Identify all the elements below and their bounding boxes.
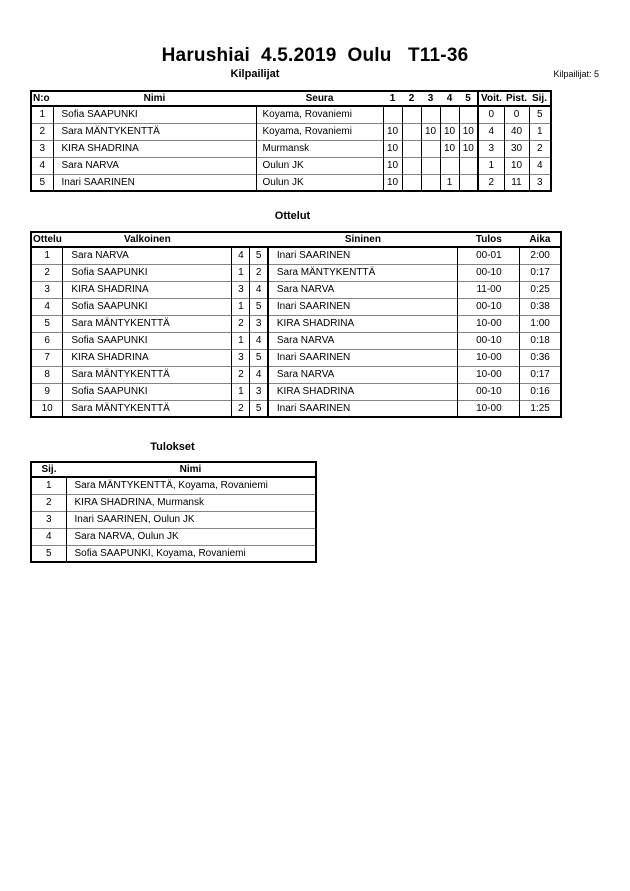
cell-white-no: 1 (232, 332, 250, 349)
cell-tulos: 10-00 (458, 315, 520, 332)
cell-m5 (459, 106, 478, 123)
cell-no: 2 (31, 123, 53, 140)
cell-m5: 10 (459, 140, 478, 157)
cell-nimi: Sara NARVA (53, 157, 256, 174)
cell-blue-no: 5 (250, 247, 268, 264)
cell-nimi: Sara MÄNTYKENTTÄ (53, 123, 256, 140)
cell-pist: 40 (504, 123, 529, 140)
cell-voit: 4 (478, 123, 504, 140)
cell-m4: 1 (440, 174, 459, 191)
cell-seura: Koyama, Rovaniemi (256, 123, 383, 140)
cell-m4 (440, 106, 459, 123)
cell-seura: Murmansk (256, 140, 383, 157)
cell-aika: 0:16 (520, 383, 561, 400)
header-ottelu: Ottelu (33, 234, 62, 245)
table-row (31, 366, 561, 383)
cell-tulos: 10-00 (458, 349, 520, 366)
cell-valkoinen: Sara NARVA (63, 247, 232, 264)
cell-voit: 0 (478, 106, 504, 123)
table-row (31, 332, 561, 349)
cell-m3 (421, 140, 440, 157)
cell-sininen: Inari SAARINEN (268, 400, 458, 417)
cell-aika: 0:17 (520, 264, 561, 281)
cell-nimi: Sara NARVA, Oulun JK (66, 528, 316, 545)
header-match-2: 2 (402, 91, 421, 106)
cell-valkoinen: Sofia SAAPUNKI (63, 264, 232, 281)
cell-sij: 2 (529, 140, 551, 157)
cell-m4: 10 (440, 140, 459, 157)
header-match-5: 5 (459, 91, 478, 106)
header-no: N:o (31, 91, 53, 106)
header-tulos: Tulos (458, 232, 520, 247)
cell-match-no: 6 (31, 332, 63, 349)
cell-white-no: 4 (232, 247, 250, 264)
cell-blue-no: 4 (250, 366, 268, 383)
cell-aika: 0:18 (520, 332, 561, 349)
table-row (31, 140, 551, 157)
cell-m2 (402, 174, 421, 191)
ottelut-header-row (31, 232, 561, 247)
cell-aika: 0:38 (520, 298, 561, 315)
cell-sij: 3 (31, 511, 66, 528)
table-row (31, 174, 551, 191)
cell-sininen: Sara NARVA (268, 366, 458, 383)
cell-blue-no: 3 (250, 383, 268, 400)
cell-seura: Oulun JK (256, 174, 383, 191)
tulokset-header-row (31, 462, 316, 477)
table-row (31, 157, 551, 174)
header-match-3: 3 (421, 91, 440, 106)
table-row (31, 528, 316, 545)
table-row (31, 264, 561, 281)
cell-nimi: KIRA SHADRINA (53, 140, 256, 157)
ottelut-section-title: Ottelut (274, 210, 311, 222)
cell-blue-no: 5 (250, 349, 268, 366)
header-pist: Pist. (505, 93, 528, 104)
table-row (31, 281, 561, 298)
cell-voit: 1 (478, 157, 504, 174)
cell-match-no: 7 (31, 349, 63, 366)
header-blue-number (250, 232, 268, 247)
table-row (31, 383, 561, 400)
cell-pist: 30 (504, 140, 529, 157)
kilpailijat-header-row (31, 91, 551, 106)
header-seura: Seura (256, 91, 383, 106)
cell-sij: 1 (529, 123, 551, 140)
cell-valkoinen: Sara MÄNTYKENTTÄ (63, 315, 232, 332)
cell-sininen: KIRA SHADRINA (268, 383, 458, 400)
cell-valkoinen: Sara MÄNTYKENTTÄ (63, 400, 232, 417)
cell-match-no: 9 (31, 383, 63, 400)
cell-tulos: 10-00 (458, 366, 520, 383)
cell-m1: 10 (383, 140, 402, 157)
cell-pist: 10 (504, 157, 529, 174)
header-match-4: 4 (440, 91, 459, 106)
cell-white-no: 3 (232, 349, 250, 366)
cell-sininen: Sara MÄNTYKENTTÄ (268, 264, 458, 281)
cell-tulos: 00-01 (458, 247, 520, 264)
cell-nimi: Inari SAARINEN, Oulun JK (66, 511, 316, 528)
cell-pist: 11 (504, 174, 529, 191)
table-row (31, 349, 561, 366)
cell-aika: 1:00 (520, 315, 561, 332)
header-aika: Aika (520, 232, 561, 247)
cell-valkoinen: Sofia SAAPUNKI (63, 383, 232, 400)
header-sij: Sij. (529, 91, 551, 106)
cell-sij: 4 (529, 157, 551, 174)
cell-tulos: 00-10 (458, 332, 520, 349)
cell-blue-no: 3 (250, 315, 268, 332)
cell-match-no: 8 (31, 366, 63, 383)
cell-tulos: 10-00 (458, 400, 520, 417)
cell-white-no: 1 (232, 383, 250, 400)
header-nimi: Nimi (53, 91, 256, 106)
cell-sininen: KIRA SHADRINA (268, 315, 458, 332)
cell-valkoinen: Sofia SAAPUNKI (63, 332, 232, 349)
cell-match-no: 1 (44, 250, 50, 262)
cell-sininen: Sara NARVA (268, 281, 458, 298)
cell-nimi: Sofia SAAPUNKI, Koyama, Rovaniemi (66, 545, 316, 562)
cell-nimi: KIRA SHADRINA, Murmansk (66, 494, 316, 511)
kilpailijat-section-title: Kilpailijat (230, 68, 280, 80)
table-row (31, 123, 551, 140)
cell-nimi: Sofia SAAPUNKI (53, 106, 256, 123)
cell-sij: 1 (45, 480, 52, 492)
cell-sininen: Inari SAARINEN (268, 298, 458, 315)
header-sininen: Sininen (268, 232, 458, 247)
cell-aika: 0:25 (520, 281, 561, 298)
cell-blue-no: 5 (250, 400, 268, 417)
cell-m3 (421, 174, 440, 191)
cell-white-no: 1 (232, 298, 250, 315)
cell-voit: 2 (478, 174, 504, 191)
cell-m2 (402, 106, 421, 123)
cell-m5 (459, 157, 478, 174)
tulokset-section-title: Tulokset (150, 441, 195, 453)
cell-m3 (421, 106, 440, 123)
cell-m5 (459, 174, 478, 191)
tulokset-table (30, 461, 317, 563)
table-row (31, 106, 551, 123)
cell-nimi: Sara MÄNTYKENTTÄ, Koyama, Rovaniemi (66, 477, 316, 494)
cell-no: 1 (39, 109, 46, 121)
header-white-number (232, 232, 250, 247)
cell-pist: 0 (504, 106, 529, 123)
cell-m1: 10 (383, 157, 402, 174)
header-match-1: 1 (383, 91, 402, 106)
cell-sij: 2 (31, 494, 66, 511)
header-voit: Voit. (478, 91, 504, 106)
cell-sininen: Inari SAARINEN (268, 349, 458, 366)
table-row (31, 400, 561, 417)
cell-blue-no: 2 (250, 264, 268, 281)
cell-m3: 10 (421, 123, 440, 140)
kilpailijat-table (30, 90, 552, 192)
table-row (31, 545, 316, 562)
cell-sij: 4 (31, 528, 66, 545)
cell-match-no: 3 (31, 281, 63, 298)
cell-m4 (440, 157, 459, 174)
cell-white-no: 3 (232, 281, 250, 298)
cell-valkoinen: Sara MÄNTYKENTTÄ (63, 366, 232, 383)
cell-sij: 5 (529, 106, 551, 123)
cell-no: 3 (31, 140, 53, 157)
cell-nimi: Inari SAARINEN (53, 174, 256, 191)
cell-tulos: 00-10 (458, 298, 520, 315)
header-valkoinen: Valkoinen (63, 232, 232, 247)
cell-seura: Koyama, Rovaniemi (256, 106, 383, 123)
table-row (31, 247, 561, 264)
table-row (31, 315, 561, 332)
cell-sij: 3 (529, 174, 551, 191)
cell-white-no: 2 (232, 400, 250, 417)
cell-match-no: 5 (31, 315, 63, 332)
cell-tulos: 00-10 (458, 383, 520, 400)
page-title: Harushiai 4.5.2019 Oulu T11-36 (161, 45, 469, 66)
cell-m1: 10 (383, 123, 402, 140)
cell-blue-no: 5 (250, 298, 268, 315)
cell-m2 (402, 140, 421, 157)
table-row (31, 511, 316, 528)
cell-valkoinen: KIRA SHADRINA (63, 349, 232, 366)
table-row (31, 494, 316, 511)
cell-no: 4 (31, 157, 53, 174)
cell-m4: 10 (440, 123, 459, 140)
header-sij: Sij. (31, 462, 66, 477)
cell-sininen: Inari SAARINEN (268, 247, 458, 264)
cell-white-no: 2 (232, 315, 250, 332)
cell-aika: 1:25 (520, 400, 561, 417)
ottelut-table (30, 231, 562, 418)
cell-match-no: 10 (31, 400, 63, 417)
cell-blue-no: 4 (250, 332, 268, 349)
cell-match-no: 4 (31, 298, 63, 315)
cell-white-no: 2 (232, 366, 250, 383)
cell-blue-no: 4 (250, 281, 268, 298)
cell-m3 (421, 157, 440, 174)
cell-m1 (383, 106, 402, 123)
cell-seura: Oulun JK (256, 157, 383, 174)
cell-aika: 2:00 (520, 247, 561, 264)
cell-voit: 3 (478, 140, 504, 157)
cell-no: 5 (31, 174, 53, 191)
cell-m2 (402, 123, 421, 140)
cell-m1: 10 (383, 174, 402, 191)
cell-tulos: 00-10 (458, 264, 520, 281)
cell-aika: 0:17 (520, 366, 561, 383)
cell-white-no: 1 (232, 264, 250, 281)
cell-valkoinen: KIRA SHADRINA (63, 281, 232, 298)
table-row (31, 477, 316, 494)
table-row (31, 298, 561, 315)
competitors-count-label: Kilpailijat: 5 (553, 69, 599, 79)
header-nimi: Nimi (66, 462, 316, 477)
cell-valkoinen: Sofia SAAPUNKI (63, 298, 232, 315)
cell-m5: 10 (459, 123, 478, 140)
cell-sij: 5 (31, 545, 66, 562)
cell-sininen: Sara NARVA (268, 332, 458, 349)
cell-match-no: 2 (31, 264, 63, 281)
cell-tulos: 11-00 (458, 281, 520, 298)
cell-aika: 0:36 (520, 349, 561, 366)
cell-m2 (402, 157, 421, 174)
